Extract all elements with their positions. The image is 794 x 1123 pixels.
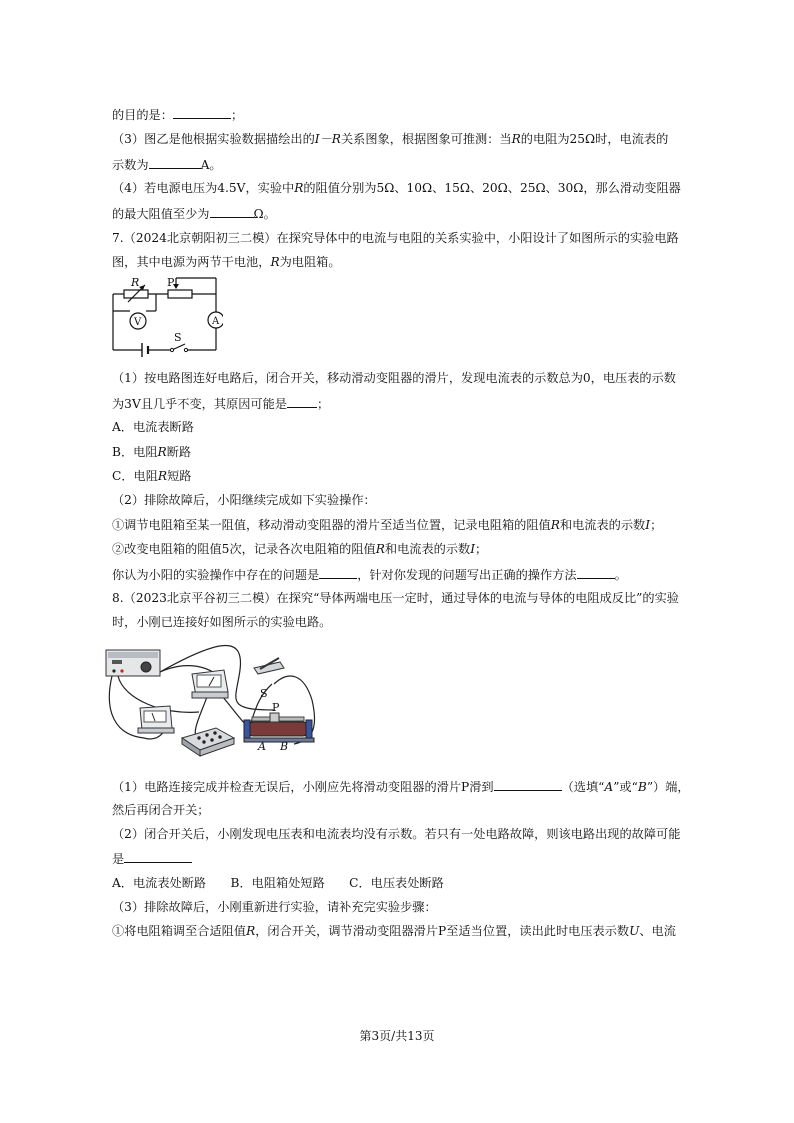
q6-part4-line2: 的最大阻值至少为 Ω。 — [112, 207, 276, 221]
q7-step1: ①调节电阻箱至某一阻值，移动滑动变阻器的滑片至适当位置，记录电阻箱的阻值R和电流表的示数I； — [112, 518, 663, 532]
apparatus-illustration — [104, 640, 329, 758]
label-R: R — [131, 276, 140, 289]
q6-part4-line: （4）若电源电压为4.5V，实验中R的阻值分别为5Ω、10Ω、15Ω、20Ω、25Ω、30Ω，那么滑动变阻器 — [112, 181, 681, 195]
page-footer: 第3页/共13页 — [359, 1029, 435, 1043]
q7-heading: 7.（2024北京朝阳初三二模）在探究导体中的电流与电阻的关系实验中，小阳设计了如图所示的实验电路 — [112, 231, 679, 245]
q8-heading-line2: 时，小刚已连接好如图所示的实验电路。 — [112, 615, 332, 629]
q8-part1-line: （1）电路连接完成并检查无误后，小刚应先将滑动变阻器的滑片P滑到 （选填“A”或“B”）端， — [112, 780, 690, 794]
q7-heading-line2: 图，其中电源为两节干电池，R为电阻箱。 — [112, 255, 341, 269]
q7-option-a: A．电流表断路 — [112, 420, 194, 434]
q7-option-c: C．电阻R短路 — [112, 469, 192, 483]
q8-heading: 8.（2023北京平谷初三二模）在探究“导体两端电压一定时，通过导体的电流与导体的电阻成反比”的实验 — [112, 591, 679, 605]
q8-part1-line2: 然后再闭合开关； — [112, 803, 210, 817]
voltmeter-device — [192, 670, 228, 698]
circuit-diagram — [108, 274, 223, 358]
answer-blank[interactable] — [124, 850, 192, 863]
q7-step2: ②改变电阻箱的阻值5次，记录各次电阻箱的阻值R和电流表的示数I； — [112, 542, 488, 556]
q7-part2-line: （2）排除故障后，小阳继续完成如下实验操作： — [112, 493, 376, 507]
rheostat-device — [244, 713, 314, 742]
q7-option-b: B．电阻R断路 — [112, 445, 192, 459]
label-P: P — [167, 276, 175, 289]
q6-purpose-line: 的目的是： ； — [112, 108, 244, 122]
switch-device — [254, 658, 284, 674]
label-S: S — [174, 331, 182, 344]
answer-blank[interactable] — [287, 395, 317, 408]
label-A: A — [212, 316, 220, 327]
label-P: P — [272, 701, 280, 714]
answer-blank[interactable] — [149, 156, 201, 169]
q6-part3-line: （3）图乙是他根据实验数据描绘出的I－R关系图象，根据图象可推测：当R的电阻为25Ω时，电流表的 — [112, 132, 669, 146]
q8-step1: ①将电阻箱调至合适阻值R，闭合开关，调节滑动变阻器滑片P至适当位置，读出此时电压表示数U、电流 — [112, 924, 676, 938]
q7-part1-line: （1）按电路图连好电路后，闭合开关，移动滑动变阻器的滑片，发现电流表的示数总为0，电压表的示数 — [112, 371, 676, 385]
q8-part3-line: （3）排除故障后，小刚重新进行实验，请补充完实验步骤： — [112, 900, 437, 914]
label-A: A — [258, 740, 266, 753]
q8-part2-line2: 是 — [112, 850, 192, 867]
q6-part3-line2: 示数为 A。 — [112, 158, 222, 172]
q8-options: A．电流表处断路 B．电阻箱处短路 C．电压表处断路 — [112, 876, 444, 890]
q8-part2-line: （2）闭合开关后，小刚发现电压表和电流表均没有示数。若只有一处电路故障，则该电路出现的故障可能 — [112, 827, 681, 841]
q7-question-line: 你认为小阳的实验操作中存在的问题是 ，针对你发现的问题写出正确的操作方法 。 — [112, 568, 627, 582]
answer-blank[interactable] — [210, 205, 254, 218]
label-S: S — [260, 687, 268, 700]
q7-part1-line2: 为3V且几乎不变，其原因可能是 ； — [112, 397, 330, 411]
answer-blank[interactable] — [494, 778, 562, 791]
resistance-box — [182, 728, 234, 756]
label-V: V — [134, 317, 142, 328]
answer-blank[interactable] — [173, 106, 231, 119]
rheostat-symbol — [168, 290, 192, 298]
label-B: B — [280, 740, 289, 753]
answer-blank[interactable] — [577, 566, 615, 579]
ammeter-device — [138, 706, 174, 733]
power-supply — [106, 650, 160, 676]
answer-blank[interactable] — [319, 566, 357, 579]
